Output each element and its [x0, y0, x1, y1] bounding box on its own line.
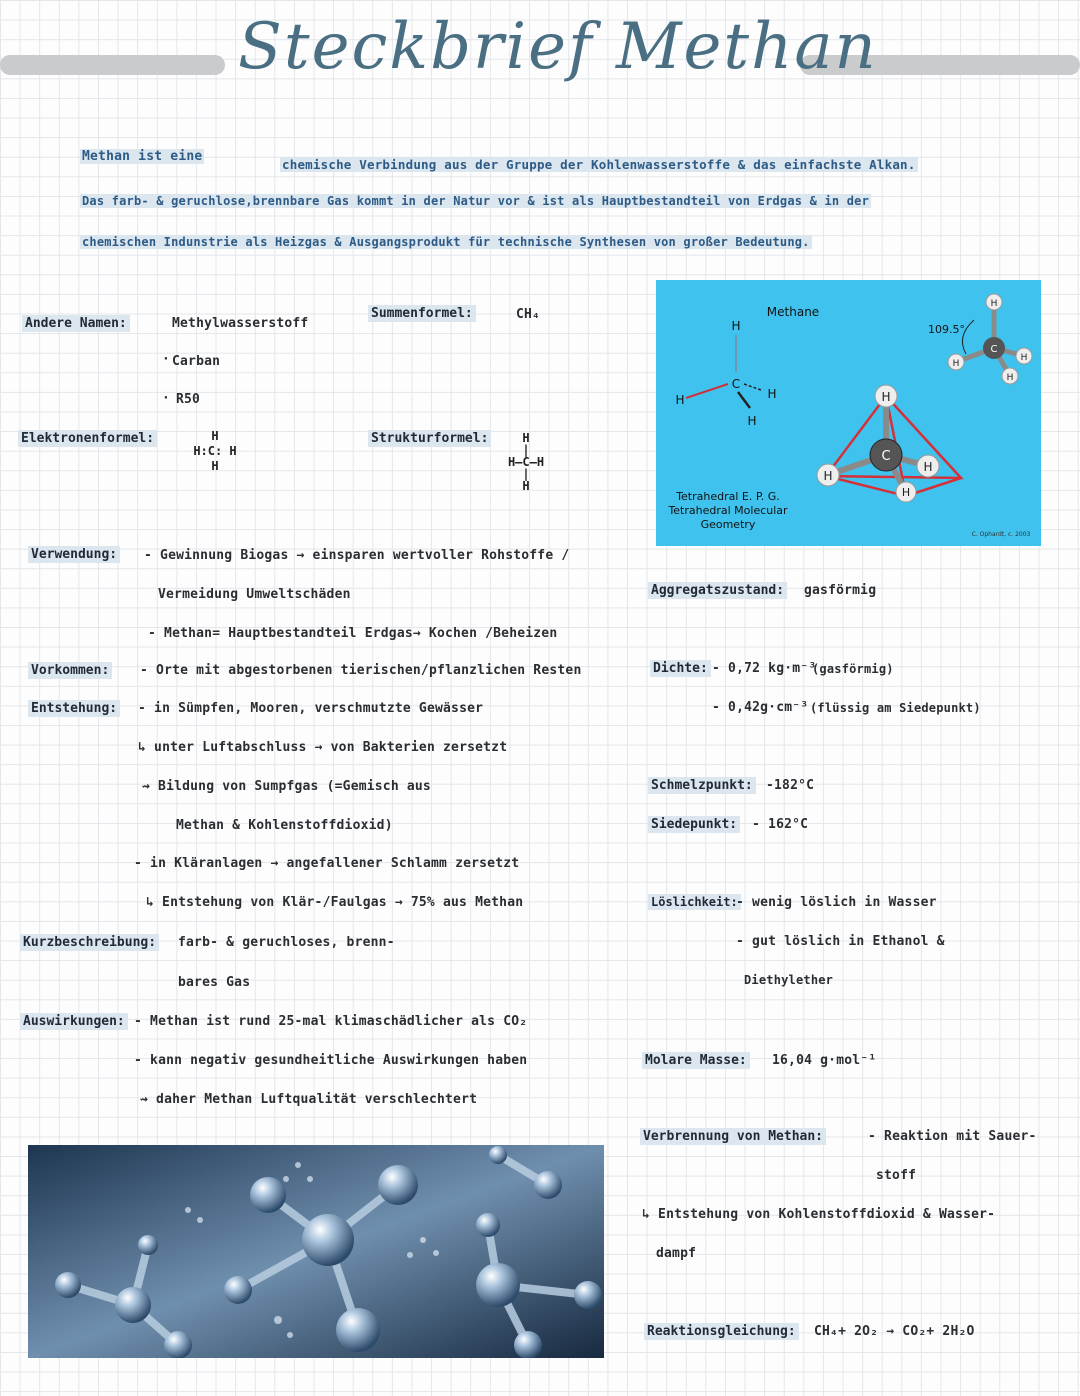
short-desc-label: Kurzbeschreibung:: [20, 934, 159, 951]
origin-line-3: ⇝ Bildung von Sumpfgas (=Gemisch aus: [142, 779, 431, 794]
combustion-line-3: ↳ Entstehung von Kohlenstoffdioxid & Wasser-: [642, 1207, 996, 1222]
diagram-small-h-left: H: [952, 359, 960, 369]
diagram-2d-h-left: H: [675, 393, 685, 407]
combustion-line-1: - Reaktion mit Sauer-: [868, 1129, 1037, 1144]
solubility-line-2: - gut löslich in Ethanol &: [736, 934, 945, 949]
sum-formula-label: Summenformel:: [368, 305, 476, 322]
reaction-value: CH₄+ 2O₂ → CO₂+ 2H₂O: [814, 1324, 975, 1339]
structure-formula-bond-bottom: |: [522, 467, 530, 481]
methane-diagram-svg: [656, 280, 1041, 546]
occurrence-label: Vorkommen:: [28, 662, 112, 679]
occurrence-text: - Orte mit abgestorbenen tierischen/pflanzlichen Resten: [140, 663, 582, 678]
usage-line-2: Vermeidung Umweltschäden: [158, 587, 351, 602]
solubility-label: Löslichkeit:: [648, 894, 741, 910]
structure-formula-bottom: H: [522, 479, 530, 493]
solubility-line-1: - wenig löslich in Wasser: [736, 895, 937, 910]
combustion-label: Verbrennung von Methan:: [640, 1128, 826, 1145]
effects-label: Auswirkungen:: [20, 1013, 128, 1030]
electron-formula-label: Elektronenformel:: [18, 430, 157, 447]
diagram-title: Methane: [766, 305, 820, 319]
electron-formula: [180, 430, 250, 472]
usage-line-3: - Methan= Hauptbestandteil Erdgas→ Kochen /Beheizen: [148, 626, 558, 641]
melting-label: Schmelzpunkt:: [648, 777, 756, 794]
methane-diagram: [656, 280, 1041, 546]
other-name-bullet-3: ·: [162, 391, 171, 406]
diagram-3d-h-bottom: H: [901, 486, 911, 499]
state-label: Aggregatszustand:: [648, 582, 787, 599]
diagram-3d-h-right: H: [923, 460, 933, 474]
diagram-small-c: C: [990, 344, 998, 355]
sum-formula-value: CH₄: [516, 307, 541, 322]
structure-formula-middle: H—C—H: [507, 455, 545, 469]
other-name-1: Methylwasserstoff: [172, 316, 309, 331]
diagram-caption-1: Tetrahedral E. P. G.: [676, 490, 780, 503]
short-desc-line-1: farb- & geruchloses, brenn-: [178, 935, 395, 950]
intro-line-2: Das farb- & geruchlose,brennbare Gas kommt in der Natur vor & ist als Hauptbestandteil von Erdgas & in der: [82, 194, 870, 208]
diagram-3d-h-left: H: [823, 469, 833, 483]
molar-mass-value: 16,04 g·mol⁻¹: [772, 1053, 877, 1068]
origin-line-5: - in Kläranlagen → angefallener Schlamm zersetzt: [134, 856, 520, 871]
intro-line-1b: chemische Verbindung aus der Gruppe der Kohlenwasserstoffe & das einfachste Alkan.: [282, 157, 916, 172]
structure-formula-label: Strukturformel:: [368, 430, 491, 447]
diagram-small-h-right: H: [1020, 353, 1028, 363]
density-value-2: - 0,42g·cm⁻³: [712, 700, 809, 715]
other-name-bullet-2: ·: [162, 352, 171, 367]
diagram-2d-h-right: H: [767, 387, 777, 401]
intro-line-1a: Methan ist eine: [82, 149, 203, 164]
boiling-label: Siedepunkt:: [648, 816, 740, 833]
effects-line-2: - kann negativ gesundheitliche Auswirkungen haben: [134, 1053, 528, 1068]
electron-formula-top: H: [211, 429, 219, 443]
intro-line-3: chemischen Indunstrie als Heizgas & Ausgangsprodukt für technische Synthesen von großer Bedeutung.: [82, 235, 810, 249]
origin-line-1: - in Sümpfen, Mooren, verschmutzte Gewässer: [138, 701, 484, 716]
diagram-small-h-top: H: [990, 299, 998, 309]
density-label: Dichte:: [650, 660, 711, 677]
molecules-image-svg: [28, 1145, 604, 1358]
structure-formula: [492, 432, 560, 492]
effects-line-3: ⇝ daher Methan Luftqualität verschlechtert: [140, 1092, 478, 1107]
combustion-line-2: stoff: [876, 1168, 917, 1183]
reaction-label: Reaktionsgleichung:: [644, 1323, 799, 1340]
solubility-line-3: Diethylether: [744, 973, 834, 987]
density-value-1: - 0,72 kg·m⁻³: [712, 661, 817, 676]
diagram-caption-2: Tetrahedral Molecular: [668, 504, 788, 517]
header-bar-left: [0, 55, 225, 75]
density-note-1: (gasförmig): [812, 662, 894, 676]
density-note-2: (flüssig am Siedepunkt): [810, 701, 981, 715]
origin-line-2: ↳ unter Luftabschluss → von Bakterien zersetzt: [138, 740, 508, 755]
diagram-2d-h-top: H: [731, 319, 741, 333]
short-desc-line-2: bares Gas: [178, 975, 251, 990]
diagram-angle: 109.5°: [928, 323, 965, 336]
other-name-3: R50: [176, 392, 201, 407]
usage-line-1: - Gewinnung Biogas → einsparen wertvoller Rohstoffe /: [144, 548, 570, 563]
melting-value: -182°C: [766, 778, 815, 793]
usage-label: Verwendung:: [28, 546, 120, 563]
other-name-2: Carban: [172, 354, 221, 369]
diagram-2d-c: C: [731, 377, 741, 391]
diagram-small-h-bottom: H: [1006, 373, 1014, 383]
molecules-image: [28, 1145, 604, 1358]
molar-mass-label: Molare Masse:: [642, 1052, 750, 1069]
structure-formula-bond-top: |: [522, 443, 530, 457]
diagram-2d-h-bottom: H: [747, 414, 757, 428]
state-value: gasförmig: [804, 583, 877, 598]
page-title: Steckbrief Methan: [238, 10, 878, 84]
diagram-caption-3: Geometry: [700, 518, 756, 531]
diagram-credit: C. Ophardt, c. 2003: [971, 531, 1031, 538]
effects-line-1: - Methan ist rund 25-mal klimaschädlicher als CO₂: [134, 1014, 528, 1029]
origin-label: Entstehung:: [28, 700, 120, 717]
other-names-label: Andere Namen:: [22, 315, 130, 332]
origin-line-6: ↳ Entstehung von Klär-/Faulgas → 75% aus Methan: [146, 895, 524, 910]
diagram-3d-h-top: H: [881, 390, 891, 404]
boiling-value: - 162°C: [752, 817, 809, 832]
structure-formula-top: H: [522, 431, 530, 445]
combustion-line-4: dampf: [656, 1246, 697, 1261]
origin-line-4: Methan & Kohlenstoffdioxid): [176, 818, 393, 833]
electron-formula-bottom: H: [211, 459, 219, 473]
diagram-3d-c: C: [881, 449, 891, 464]
electron-formula-middle: H:C: H: [193, 444, 237, 458]
